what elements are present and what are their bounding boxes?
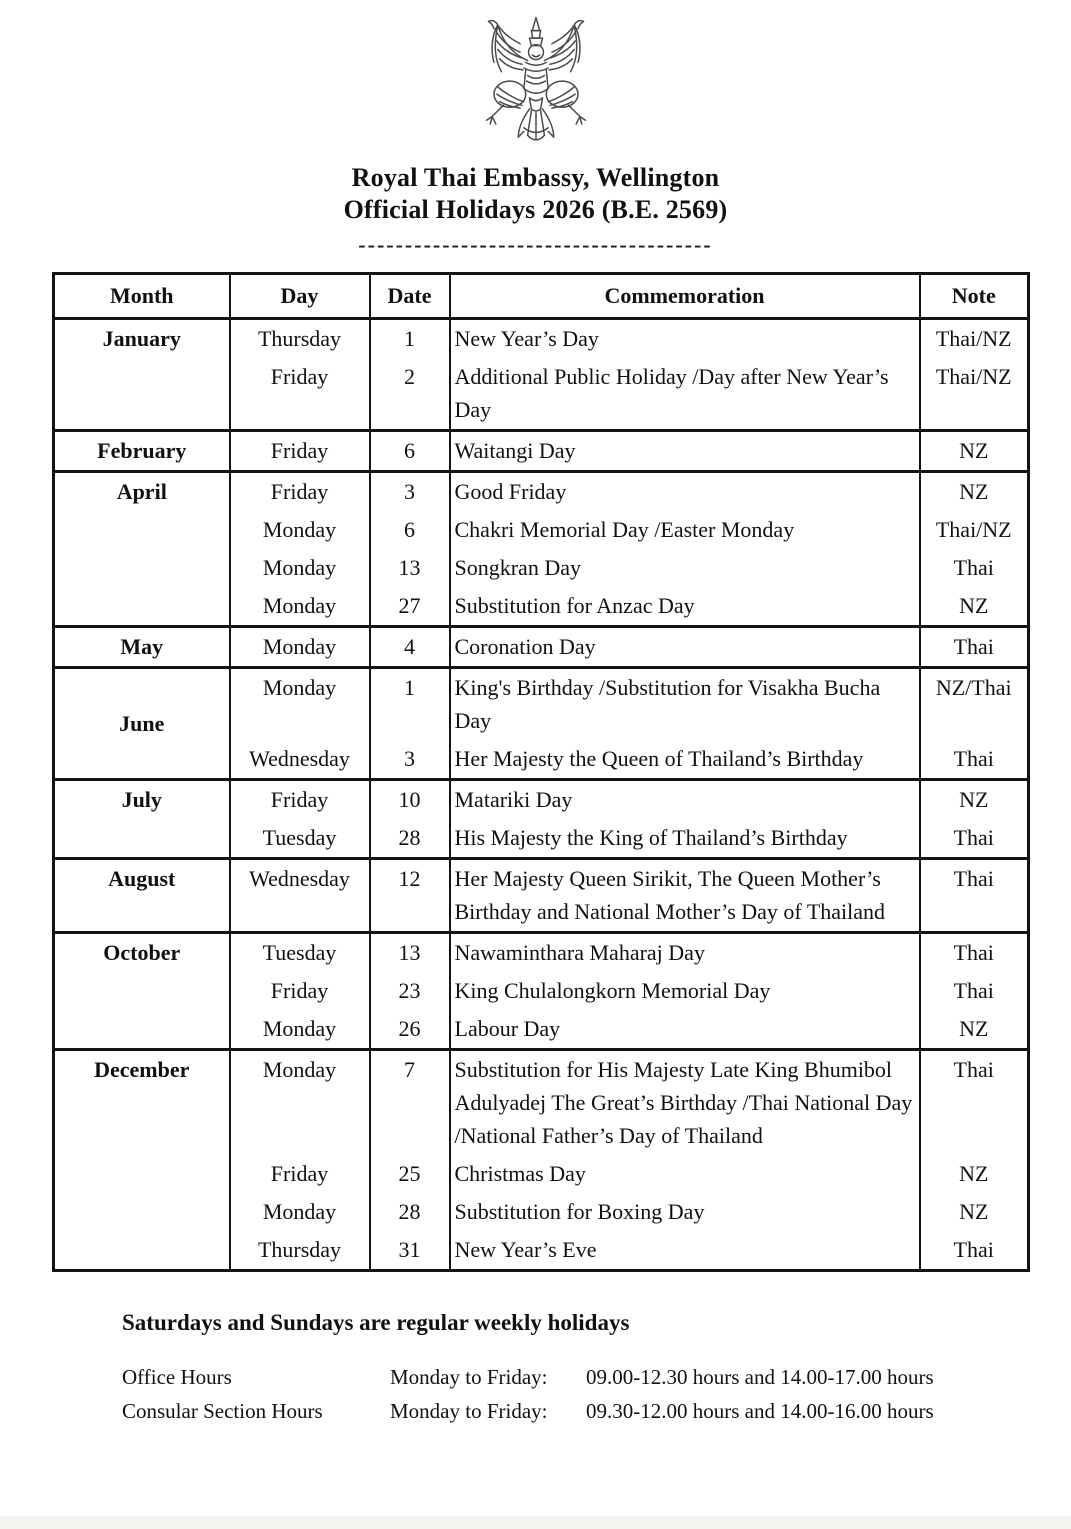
holiday-row bbox=[54, 319, 1029, 359]
holiday-row bbox=[54, 431, 1029, 472]
month-cell: October bbox=[54, 933, 230, 1050]
commemoration-cell: Waitangi Day bbox=[450, 431, 920, 472]
page-bottom-edge bbox=[0, 1516, 1071, 1529]
column-header-date: Date bbox=[370, 274, 450, 319]
day-cell: Thursday bbox=[230, 1231, 370, 1271]
month-cell: January bbox=[54, 319, 230, 431]
weekend-note: Saturdays and Sundays are regular weekly holidays bbox=[122, 1310, 630, 1335]
day-cell: Friday bbox=[230, 972, 370, 1010]
holidays-table bbox=[52, 272, 1030, 1272]
commemoration-cell: King Chulalongkorn Memorial Day bbox=[450, 972, 920, 1010]
commemoration-cell: King's Birthday /Substitution for Visakha Bucha Day bbox=[450, 668, 920, 741]
column-header-note: Note bbox=[920, 274, 1029, 319]
day-cell: Friday bbox=[230, 472, 370, 512]
note-cell: NZ bbox=[920, 472, 1029, 512]
date-cell: 7 bbox=[370, 1050, 450, 1156]
day-cell: Thursday bbox=[230, 319, 370, 359]
day-cell: Tuesday bbox=[230, 933, 370, 973]
column-header-commemoration: Commemoration bbox=[450, 274, 920, 319]
column-header-day: Day bbox=[230, 274, 370, 319]
date-cell: 25 bbox=[370, 1155, 450, 1193]
hours-days: Monday to Friday: bbox=[390, 1365, 548, 1389]
holiday-row bbox=[54, 780, 1029, 820]
document-header bbox=[0, 162, 1071, 258]
date-cell: 10 bbox=[370, 780, 450, 820]
commemoration-cell: New Year’s Eve bbox=[450, 1231, 920, 1271]
holiday-row bbox=[54, 472, 1029, 512]
note-cell: Thai bbox=[920, 549, 1029, 587]
date-cell: 2 bbox=[370, 358, 450, 431]
date-cell: 26 bbox=[370, 1010, 450, 1050]
date-cell: 31 bbox=[370, 1231, 450, 1271]
day-cell: Friday bbox=[230, 358, 370, 431]
day-cell: Friday bbox=[230, 1155, 370, 1193]
commemoration-cell: Christmas Day bbox=[450, 1155, 920, 1193]
date-cell: 13 bbox=[370, 933, 450, 973]
note-cell: Thai bbox=[920, 1231, 1029, 1271]
commemoration-cell: Labour Day bbox=[450, 1010, 920, 1050]
date-cell: 6 bbox=[370, 511, 450, 549]
hours-row bbox=[122, 1394, 1071, 1428]
note-cell: Thai/NZ bbox=[920, 511, 1029, 549]
commemoration-cell: Coronation Day bbox=[450, 627, 920, 668]
month-cell: April bbox=[54, 472, 230, 627]
note-cell: NZ bbox=[920, 587, 1029, 627]
commemoration-cell: Her Majesty Queen Sirikit, The Queen Mother’s Birthday and National Mother’s Day of Thailand bbox=[450, 859, 920, 933]
commemoration-cell: Substitution for Boxing Day bbox=[450, 1193, 920, 1231]
date-cell: 1 bbox=[370, 319, 450, 359]
note-cell: Thai bbox=[920, 740, 1029, 780]
note-cell: NZ bbox=[920, 1193, 1029, 1231]
hours-times: 09.00-12.30 hours and 14.00-17.00 hours bbox=[586, 1365, 934, 1389]
date-cell: 4 bbox=[370, 627, 450, 668]
note-cell: NZ bbox=[920, 1010, 1029, 1050]
date-cell: 28 bbox=[370, 819, 450, 859]
holiday-row bbox=[54, 627, 1029, 668]
note-cell: Thai bbox=[920, 627, 1029, 668]
day-cell: Wednesday bbox=[230, 740, 370, 780]
month-cell: December bbox=[54, 1050, 230, 1271]
month-cell: June bbox=[54, 668, 230, 780]
dashed-divider: -------------------------------------- bbox=[358, 232, 713, 257]
holiday-row bbox=[54, 1050, 1029, 1156]
day-cell: Monday bbox=[230, 511, 370, 549]
day-cell: Monday bbox=[230, 587, 370, 627]
note-cell: Thai/NZ bbox=[920, 358, 1029, 431]
hours-row bbox=[122, 1360, 1071, 1394]
month-cell: August bbox=[54, 859, 230, 933]
commemoration-cell: Good Friday bbox=[450, 472, 920, 512]
commemoration-cell: Additional Public Holiday /Day after New Year’s Day bbox=[450, 358, 920, 431]
day-cell: Monday bbox=[230, 668, 370, 741]
day-cell: Tuesday bbox=[230, 819, 370, 859]
day-cell: Monday bbox=[230, 1010, 370, 1050]
commemoration-cell: Substitution for Anzac Day bbox=[450, 587, 920, 627]
date-cell: 1 bbox=[370, 668, 450, 741]
hours-days: Monday to Friday: bbox=[390, 1399, 548, 1423]
holiday-row bbox=[54, 859, 1029, 933]
commemoration-cell: Songkran Day bbox=[450, 549, 920, 587]
day-cell: Friday bbox=[230, 431, 370, 472]
day-cell: Monday bbox=[230, 549, 370, 587]
note-cell: Thai bbox=[920, 819, 1029, 859]
note-cell: NZ bbox=[920, 1155, 1029, 1193]
date-cell: 12 bbox=[370, 859, 450, 933]
note-cell: Thai bbox=[920, 933, 1029, 973]
date-cell: 3 bbox=[370, 740, 450, 780]
day-cell: Monday bbox=[230, 1050, 370, 1156]
date-cell: 3 bbox=[370, 472, 450, 512]
garuda-emblem-icon bbox=[461, 12, 611, 148]
note-cell: NZ bbox=[920, 780, 1029, 820]
note-cell: Thai bbox=[920, 972, 1029, 1010]
note-cell: NZ/Thai bbox=[920, 668, 1029, 741]
hours-label: Consular Section Hours bbox=[122, 1399, 323, 1423]
commemoration-cell: Her Majesty the Queen of Thailand’s Birthday bbox=[450, 740, 920, 780]
emblem-container bbox=[0, 0, 1071, 148]
date-cell: 23 bbox=[370, 972, 450, 1010]
commemoration-cell: Substitution for His Majesty Late King Bhumibol Adulyadej The Great’s Birthday /Thai National Day /National Father’s Day of Thailand bbox=[450, 1050, 920, 1156]
commemoration-cell: Chakri Memorial Day /Easter Monday bbox=[450, 511, 920, 549]
commemoration-cell: Nawaminthara Maharaj Day bbox=[450, 933, 920, 973]
table-header-row bbox=[54, 274, 1029, 319]
date-cell: 13 bbox=[370, 549, 450, 587]
note-cell: Thai/NZ bbox=[920, 319, 1029, 359]
commemoration-cell: Matariki Day bbox=[450, 780, 920, 820]
date-cell: 6 bbox=[370, 431, 450, 472]
day-cell: Friday bbox=[230, 780, 370, 820]
holiday-row bbox=[54, 933, 1029, 973]
page-title-line1: Royal Thai Embassy, Wellington bbox=[351, 163, 720, 192]
month-cell: February bbox=[54, 431, 230, 472]
hours-label: Office Hours bbox=[122, 1365, 232, 1389]
commemoration-cell: New Year’s Day bbox=[450, 319, 920, 359]
note-cell: Thai bbox=[920, 1050, 1029, 1156]
day-cell: Monday bbox=[230, 1193, 370, 1231]
commemoration-cell: His Majesty the King of Thailand’s Birthday bbox=[450, 819, 920, 859]
date-cell: 28 bbox=[370, 1193, 450, 1231]
month-cell: May bbox=[54, 627, 230, 668]
note-cell: Thai bbox=[920, 859, 1029, 933]
page-title-line2: Official Holidays 2026 (B.E. 2569) bbox=[343, 195, 728, 224]
month-cell: July bbox=[54, 780, 230, 859]
date-cell: 27 bbox=[370, 587, 450, 627]
office-hours-block bbox=[122, 1360, 1071, 1428]
day-cell: Wednesday bbox=[230, 859, 370, 933]
note-cell: NZ bbox=[920, 431, 1029, 472]
hours-times: 09.30-12.00 hours and 14.00-16.00 hours bbox=[586, 1399, 934, 1423]
holiday-row bbox=[54, 668, 1029, 741]
day-cell: Monday bbox=[230, 627, 370, 668]
column-header-month: Month bbox=[54, 274, 230, 319]
